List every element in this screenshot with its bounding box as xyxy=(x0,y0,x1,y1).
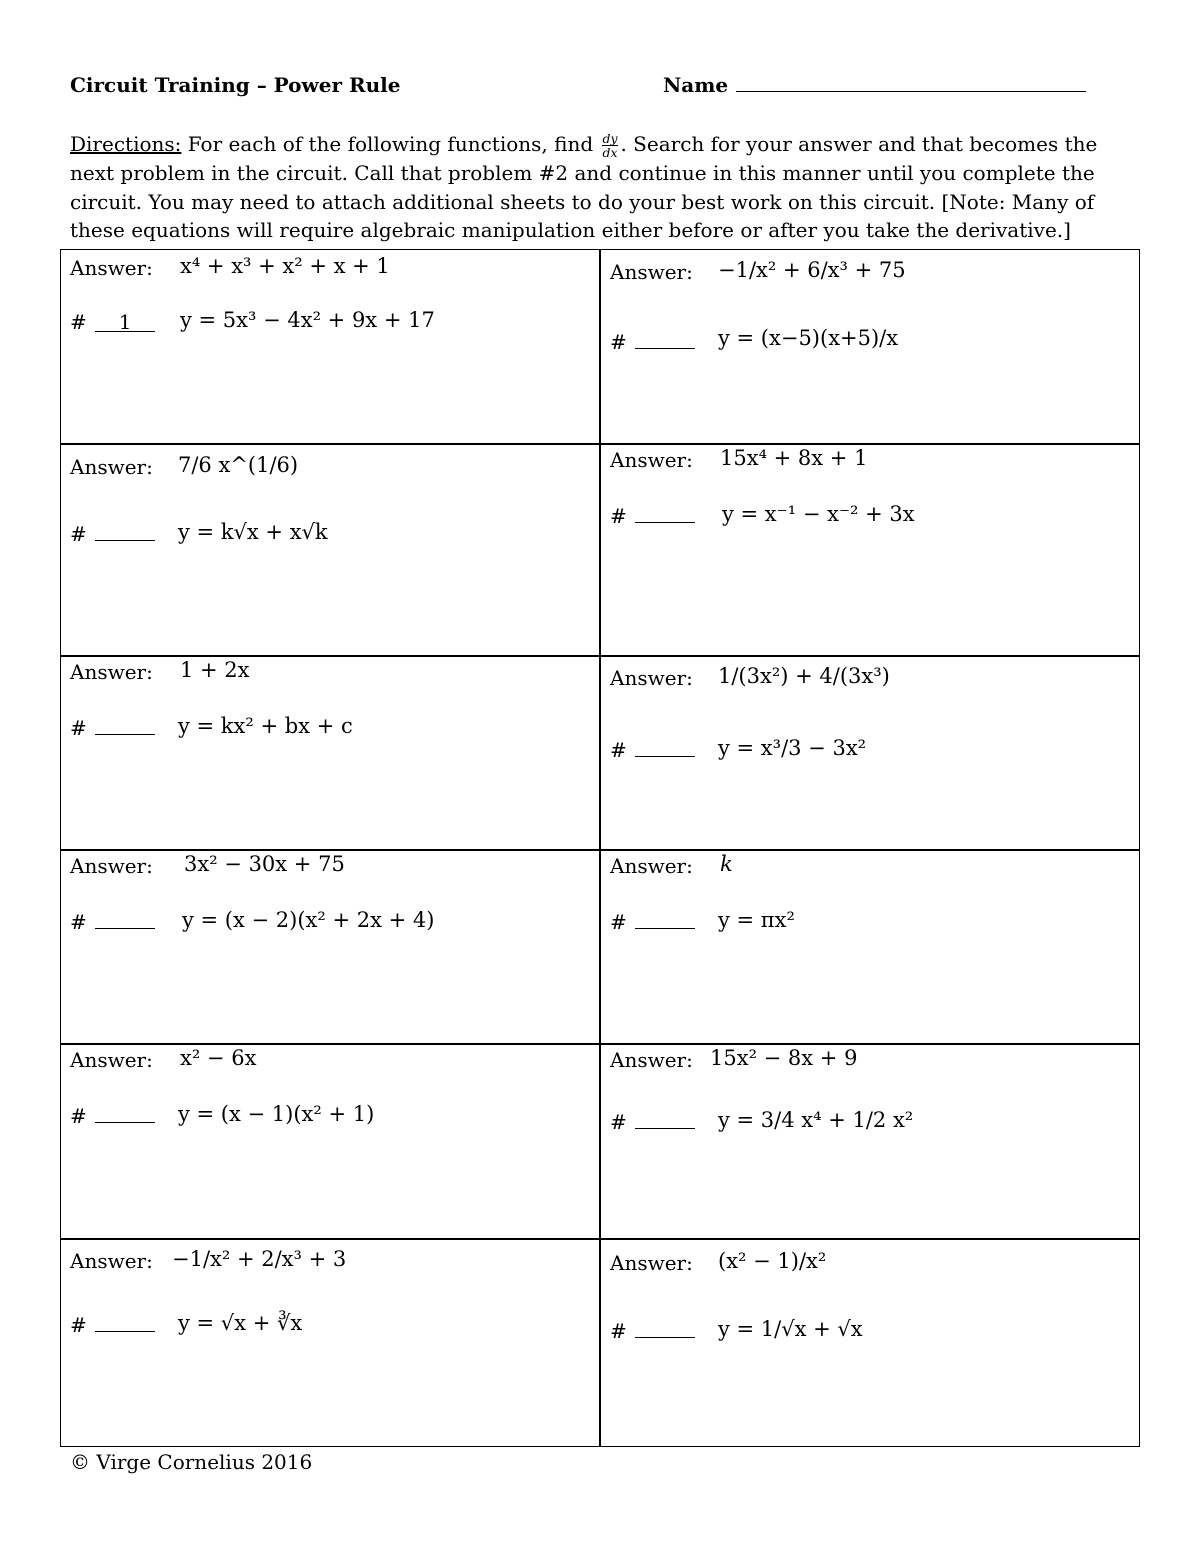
problem-expression: y = πx² xyxy=(718,908,795,932)
problem-number[interactable]: # xyxy=(610,738,695,762)
problem-number[interactable]: # xyxy=(610,504,695,528)
problem-number[interactable]: # 1 xyxy=(70,310,155,334)
circuit-cell xyxy=(60,250,580,443)
answer-expression: x² − 6x xyxy=(180,1046,257,1070)
answer-expression: 1/(3x²) + 4/(3x³) xyxy=(718,664,890,688)
number-blank[interactable] xyxy=(635,504,695,523)
directions-paragraph xyxy=(70,130,1120,245)
problem-number[interactable]: # xyxy=(610,330,695,354)
problem-number[interactable]: # xyxy=(70,1313,155,1337)
answer-label: Answer: xyxy=(610,854,693,878)
problem-expression: y = (x − 1)(x² + 1) xyxy=(178,1102,375,1126)
answer-expression: 15x⁴ + 8x + 1 xyxy=(720,446,868,470)
directions-text-2: . Search for your answer and that becomes the next problem in the circuit. Call that problem #2 and continue in this manner until you complete the circuit. You may need to attach additional sheets to do your best work on this circuit. [Note: Many of these equations will require algebraic manipulation either before or after you take the derivative.] xyxy=(70,132,1098,243)
number-blank[interactable] xyxy=(635,1110,695,1129)
problem-expression: y = x⁻¹ − x⁻² + 3x xyxy=(722,502,915,526)
number-blank[interactable] xyxy=(635,1319,695,1338)
problem-number[interactable]: # xyxy=(610,910,695,934)
problem-expression: y = (x − 2)(x² + 2x + 4) xyxy=(182,908,435,932)
circuit-cell xyxy=(60,850,580,1043)
dy-dx-fraction xyxy=(602,132,619,159)
circuit-cell xyxy=(600,250,1120,443)
problem-expression: y = 3/4 x⁴ + 1/2 x² xyxy=(718,1108,914,1132)
circuit-cell xyxy=(600,656,1120,849)
dy-num: dy xyxy=(602,130,618,146)
answer-label: Answer: xyxy=(70,455,153,479)
problem-number[interactable]: # xyxy=(610,1110,695,1134)
problem-number[interactable]: # xyxy=(70,522,155,546)
problem-number[interactable]: # xyxy=(70,1104,155,1128)
answer-label: Answer: xyxy=(610,448,693,472)
problem-expression: y = x³/3 − 3x² xyxy=(718,736,867,760)
number-blank[interactable] xyxy=(635,738,695,757)
circuit-cell xyxy=(60,656,580,849)
answer-expression: −1/x² + 6/x³ + 75 xyxy=(718,258,906,282)
answer-expression: x⁴ + x³ + x² + x + 1 xyxy=(180,254,390,278)
problem-expression: y = (x−5)(x+5)/x xyxy=(718,326,899,350)
answer-label: Answer: xyxy=(610,1048,693,1072)
answer-label: Answer: xyxy=(70,256,153,280)
directions-label: Directions: xyxy=(70,132,182,156)
worksheet-title: Circuit Training – Power Rule xyxy=(70,73,401,97)
circuit-cell xyxy=(600,850,1120,1043)
number-blank[interactable]: 1 xyxy=(95,313,155,332)
problem-number[interactable]: # xyxy=(70,716,155,740)
answer-label: Answer: xyxy=(70,1249,153,1273)
problem-expression: y = √x + ∛x xyxy=(178,1311,303,1335)
problem-expression: y = 1/√x + √x xyxy=(718,1317,863,1341)
circuit-cell xyxy=(600,1239,1120,1447)
circuit-cell xyxy=(600,444,1120,655)
answer-label: Answer: xyxy=(70,660,153,684)
circuit-cell xyxy=(60,444,580,655)
answer-expression: −1/x² + 2/x³ + 3 xyxy=(172,1247,347,1271)
answer-label: Answer: xyxy=(610,1251,693,1275)
answer-expression: k xyxy=(720,852,733,876)
number-blank[interactable] xyxy=(95,1104,155,1123)
number-blank[interactable] xyxy=(95,716,155,735)
answer-label: Answer: xyxy=(610,666,693,690)
number-blank[interactable] xyxy=(95,1313,155,1332)
problem-number[interactable]: # xyxy=(70,910,155,934)
number-blank[interactable] xyxy=(635,910,695,929)
answer-expression: 3x² − 30x + 75 xyxy=(184,852,345,876)
problem-expression: y = k√x + x√k xyxy=(178,520,328,544)
number-blank[interactable] xyxy=(635,330,695,349)
name-label: Name xyxy=(663,73,729,97)
answer-expression: 7/6 x^(1/6) xyxy=(178,453,299,477)
name-blank-line[interactable] xyxy=(736,75,1086,92)
problem-expression: y = kx² + bx + c xyxy=(178,714,353,738)
name-field[interactable] xyxy=(663,73,1086,97)
answer-expression: 1 + 2x xyxy=(180,658,250,682)
number-blank[interactable] xyxy=(95,910,155,929)
number-blank[interactable] xyxy=(95,522,155,541)
answer-label: Answer: xyxy=(610,260,693,284)
circuit-cell xyxy=(60,1239,580,1447)
answer-label: Answer: xyxy=(70,854,153,878)
directions-text-1: For each of the following functions, find xyxy=(181,132,600,156)
problem-number[interactable]: # xyxy=(610,1319,695,1343)
circuit-cell xyxy=(600,1044,1120,1238)
dx-den: dx xyxy=(602,145,618,160)
copyright-footer: © Virge Cornelius 2016 xyxy=(70,1450,313,1474)
answer-label: Answer: xyxy=(70,1048,153,1072)
answer-expression: 15x² − 8x + 9 xyxy=(710,1046,858,1070)
answer-expression: (x² − 1)/x² xyxy=(718,1249,827,1273)
problem-expression: y = 5x³ − 4x² + 9x + 17 xyxy=(180,308,435,332)
circuit-cell xyxy=(60,1044,580,1238)
